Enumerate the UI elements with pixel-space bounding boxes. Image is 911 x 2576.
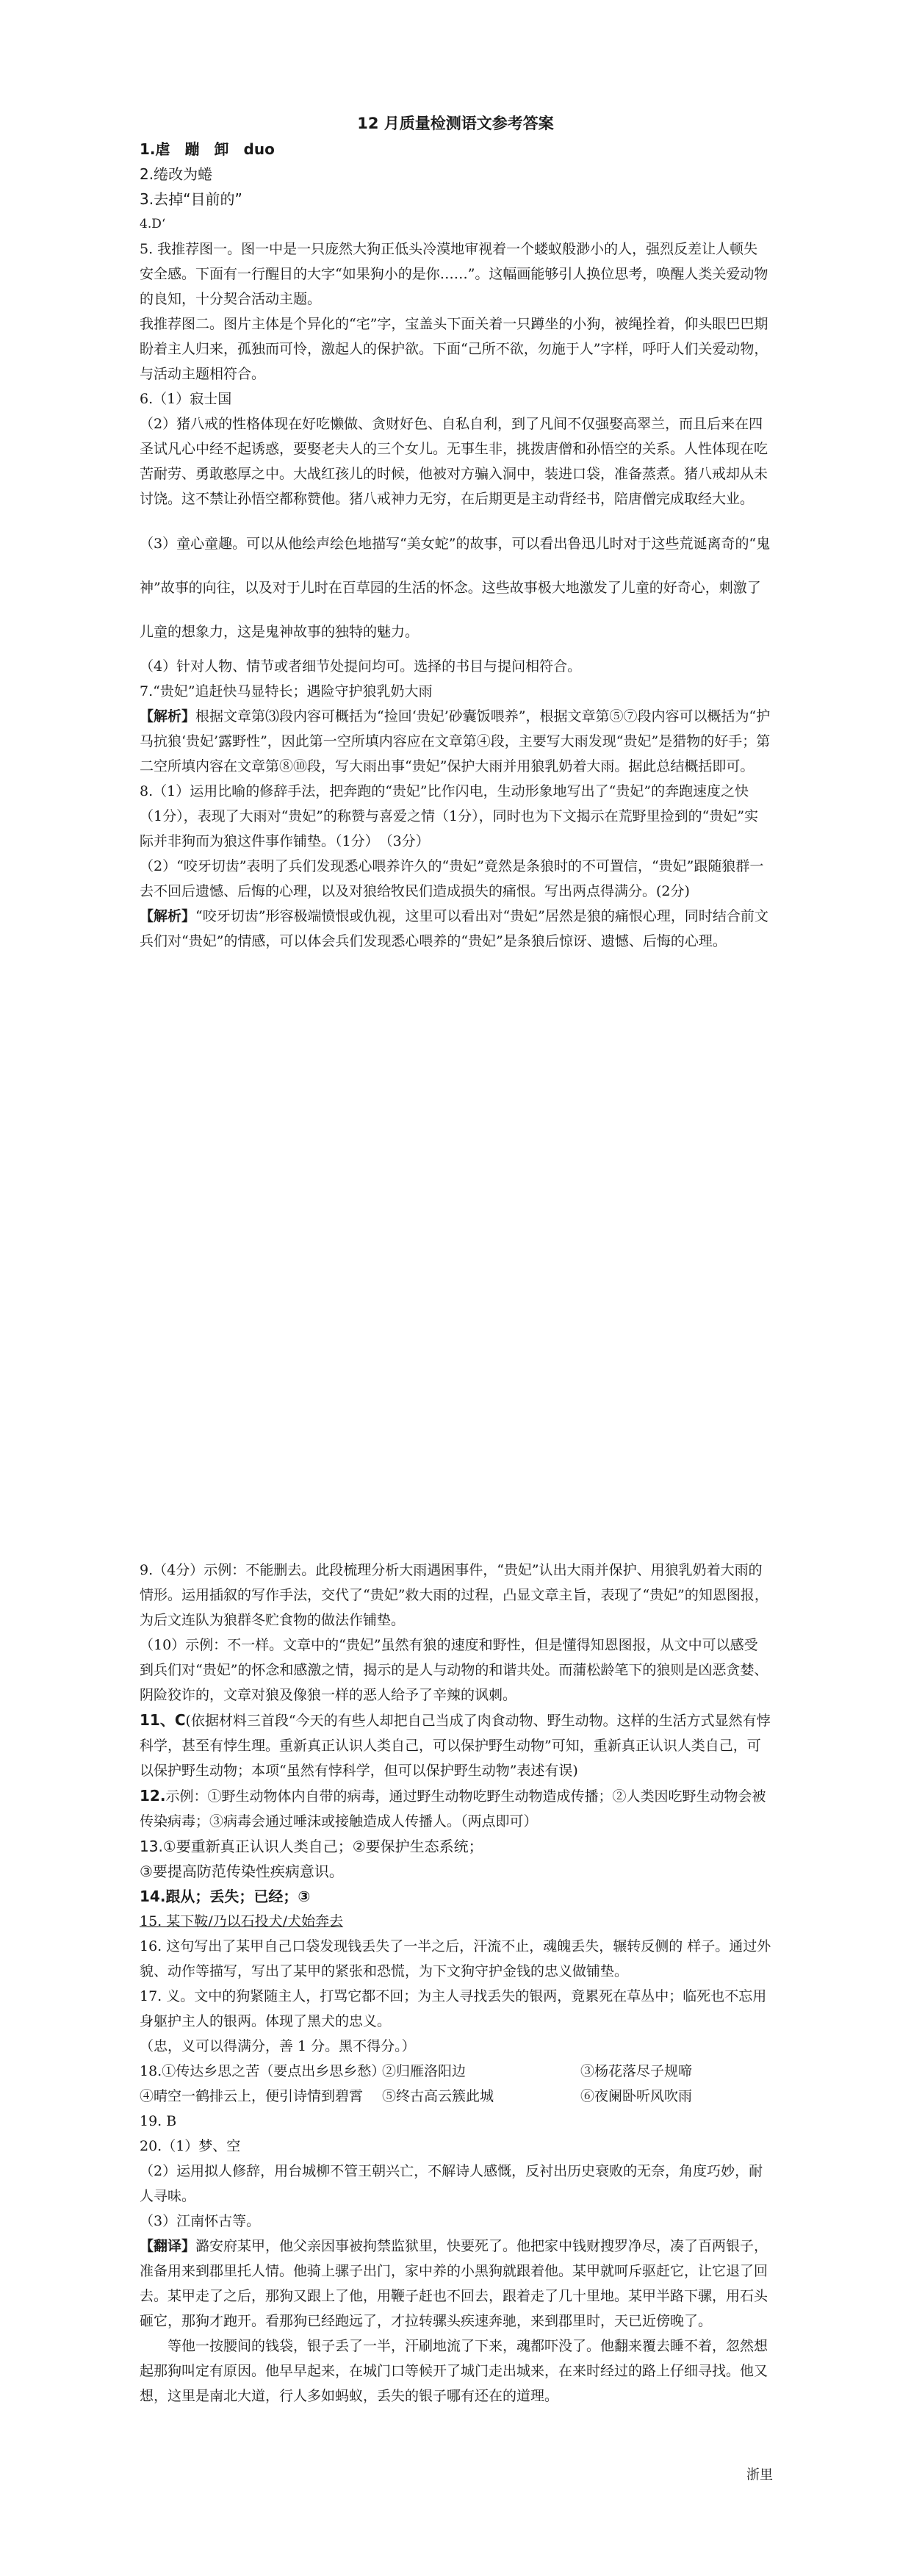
answer-9: 9.（4分）示例：不能删去。此段梳理分析大雨遇困事件，“贵妃”认出大雨并保护、用狼乳奶着大雨的情形。运用插叙的写作手法，交代了“贵妃”救大雨的过程，凸显文章主旨，表现了“贵妃”的知恩图报，为后文连队为狼群冬贮食物的做法作铺垫。 [140, 1562, 768, 1628]
analysis-label: 【解析】 [140, 908, 196, 924]
answer-17: 17. 义。文中的狗紧随主人，打骂它都不回；为主人寻找丢失的银两，竟累死在草丛中；临死也不忘用身躯护主人的银两。体现了黑犬的忠义。 [140, 1988, 767, 2029]
answer-12 [140, 1783, 771, 1834]
answer-2: 2.绻改为蜷 [140, 165, 213, 183]
answer-6-3: （3）童心童趣。可以从他绘声绘色地描写“美女蛇”的故事，可以看出鲁迅儿时对于这些荒诞离奇的“鬼神”故事的向往，以及对于儿时在百草园的生活的怀念。这些故事极大地激发了儿童的好奇心，刺激了儿童的想象力，这是鬼神故事的独特的魅力。 [140, 536, 771, 640]
answer-18-item-2: ②归雁洛阳边 [382, 2063, 467, 2079]
answer-4: 4.D‘ [140, 217, 166, 231]
answer-18-item-4: ④晴空一鹤排云上，便引诗情到碧霄 [140, 2088, 364, 2104]
answer-11-text: (依据材料三首段“今天的有些人却把自己当成了肉食动物、野生动物。这样的生活方式显然有悖科学，甚至有悖生理。重新真正认识人类自己，可以保护野生动物”可知，重新真正认识人类自己，可以保护野生动物；本项“虽然有悖科学，但可以保护野生动物”表述有误) [140, 1713, 771, 1779]
answer-14: 14.跟从；丢失；已经；③ [140, 1888, 311, 1905]
answer-8-1: 8.（1）运用比喻的修辞手法，把奔跑的“贵妃”比作闪电，生动形象地写出了“贵妃”的奔跑速度之快（1分），表现了大雨对“贵妃”的称赞与喜爱之情（1分），同时也为下文揭示在荒野里捡到的“贵妃”实际并非狗而为狼这件事作铺垫。（1分） （3分） [140, 783, 759, 849]
answer-13-2: ③要提高防范传染性疾病意识。 [140, 1863, 344, 1880]
translation-label: 【翻译】 [140, 2238, 196, 2254]
answer-15: 15. 某下鞍/乃以石投犬/犬始奔去 [140, 1913, 344, 1929]
answer-11-number: 11、C [140, 1711, 186, 1729]
translation-text: 潞安府某甲，他父亲因事被拘禁监狱里，快要死了。他把家中钱财搜罗净尽，凑了百两银子，准备用来到郡里托人情。他骑上骡子出门，家中养的小黑狗就跟着他。某甲就呵斥驱赶它，让它退了回去。某甲走了之后，那狗又跟上了他，用鞭子赶也不回去，跟着走了几十里地。某甲半路下骡，用石头砸它，那狗才跑开。看那狗已经跑远了，才拉转骡头疾速奔驰，来到郡里时，天已近傍晚了。 [140, 2238, 768, 2329]
answer-12-number: 12. [140, 1787, 166, 1805]
document-title: 12 月质量检测语文参考答案 [357, 115, 554, 132]
answer-5-b: 我推荐图二。图片主体是个异化的“宅”字，宝盖头下面关着一只蹲坐的小狗，被绳拴着，仰头眼巴巴期盼着主人归来，孤独而可怜，激起人的保护欲。下面“己所不欲，勿施于人”字样，呼吁人们关爱动物，与活动主题相符合。 [140, 316, 768, 382]
answer-18-item-6: ⑥夜阑卧听风吹雨 [580, 2088, 693, 2104]
analysis-label: 【解析】 [140, 708, 196, 724]
answer-18-item-3: ③杨花落尽子规啼 [580, 2063, 693, 2079]
answer-7: 7.“贵妃”追赶快马显特长；遇险守护狼乳奶大雨 [140, 683, 433, 699]
answer-18-item-1: 18.①传达乡思之苦（要点出乡思乡愁） [140, 2063, 386, 2079]
translation-paragraph-2: 等他一按腰间的钱袋，银子丢了一半，汗刷地流了下来，魂都吓没了。他翻来覆去睡不着，忽然想起那狗叫定有原因。他早早起来，在城门口等候开了城门走出城来，在来时经过的路上仔细寻找。他又想，这里是南北大道，行人多如蚂蚁，丢失的银子哪有还在的道理。 [140, 2338, 768, 2404]
analysis-text: “咬牙切齿”形容极端愤恨或仇视，这里可以看出对“贵妃”居然是狼的痛恨心理，同时结合前文兵们对“贵妃”的情感，可以体会兵们发现悉心喂养的“贵妃”是条狼后惊讶、遗憾、后悔的心理。 [140, 908, 768, 949]
answer-12-text: 示例：①野生动物体内自带的病毒，通过野生动物吃野生动物造成传播；②人类因吃野生动物会被传染病毒；③病毒会通过唾沫或接触造成人传播人。（两点即可） [140, 1788, 766, 1830]
answer-18-row-1 [140, 2059, 771, 2084]
answer-16: 16. 这句写出了某甲自己口袋发现钱丢失了一半之后，汗流不止，魂魄丢失，辗转反侧的 样子。通过外貌、动作等描写，写出了某甲的紧张和恐慌，为下文狗守护金钱的忠义做铺垫。 [140, 1938, 771, 1979]
answer-11 [140, 1708, 771, 1783]
answer-5-a: 5. 我推荐图一。图一中是一只庞然大狗正低头冷漠地审视着一个蝼蚁般渺小的人，强烈反差让人顿失安全感。下面有一行醒目的大字“如果狗小的是你……”。这幅画能够引人换位思考，唤醒人类关爱动物的良知，十分契合活动主题。 [140, 241, 768, 307]
footer-mark: 浙里 [746, 2467, 773, 2483]
answer-20-2: （2）运用拟人修辞，用台城柳不管王朝兴亡，不解诗人感慨，反衬出历史衰败的无奈，角度巧妙，耐人寻味。 [140, 2163, 763, 2204]
answer-17-note: （忠，义可以得满分，善 1 分。黑不得分。） [140, 2038, 416, 2054]
answer-19: 19. B [140, 2113, 177, 2129]
answer-6-2: （2）猪八戒的性格体现在好吃懒做、贪财好色、自私自利，到了凡间不仅强娶高翠兰，而且后来在四圣试凡心中经不起诱惑，要娶老夫人的三个女儿。无事生非，挑拨唐僧和孙悟空的关系。人性体现在吃苦耐劳、勇敢憨厚之中。大战红孩儿的时候，他被对方骗入洞中，装进口袋，准备蒸煮。猪八戒却从未讨饶。这不禁让孙悟空都称赞他。猪八戒神力无穷，在后期更是主动背经书，陪唐僧完成取经大业。 [140, 416, 768, 507]
answers-top-section [140, 137, 771, 954]
translation [140, 2234, 771, 2334]
answer-18-item-5: ⑤终古高云簇此城 [382, 2088, 494, 2104]
answer-8-analysis [140, 904, 771, 954]
answer-20-1: 20.（1）梦、空 [140, 2138, 241, 2154]
answer-20-3: （3）江南怀古等。 [140, 2213, 261, 2229]
answer-13-1: 13.①要重新真正认识人类自己；②要保护生态系统； [140, 1838, 483, 1855]
answer-6-4: （4）针对人物、情节或者细节处提问均可。选择的书目与提问相符合。 [140, 658, 582, 674]
answer-1: 1.虐 蹦 卸 duo [140, 140, 275, 158]
answer-18-row-2 [140, 2084, 771, 2109]
answers-bottom-section [140, 1558, 771, 2408]
answer-3: 3.去掉“目前的” [140, 190, 242, 208]
answer-10: （10）示例：不一样。文章中的“贵妃”虽然有狼的速度和野性，但是懂得知恩图报，从文中可以感受到兵们对“贵妃”的怀念和感激之情，揭示的是人与动物的和谐共处。而蒲松龄笔下的狼则是凶恶贪婪、阴险狡诈的，文章对狼及像狼一样的恶人给予了辛辣的讽刺。 [140, 1637, 768, 1703]
answer-6-1: 6.（1）寂士国 [140, 391, 232, 407]
answer-8-2: （2）“咬牙切齿”表明了兵们发现悉心喂养许久的“贵妃”竟然是条狼时的不可置信，“贵妃”跟随狼群一去不回后遗憾、后悔的心理，以及对狼给牧民们造成损失的痛恨。写出两点得满分。(2分) [140, 858, 764, 899]
answer-7-analysis [140, 704, 771, 779]
analysis-text: 根据文章第⑶段内容可概括为“捡回‘贵妃’砂囊饭喂养”，根据文章第⑤⑦段内容可以概括为“护马抗狼‘贵妃’露野性”，因此第一空所填内容应在文章第④段，主要写大雨发现“贵妃”是猎物的好手；第二空所填内容在文章第⑧⑩段，写大雨出事“贵妃”保护大雨并用狼乳奶着大雨。据此总结概括即可。 [140, 708, 771, 774]
